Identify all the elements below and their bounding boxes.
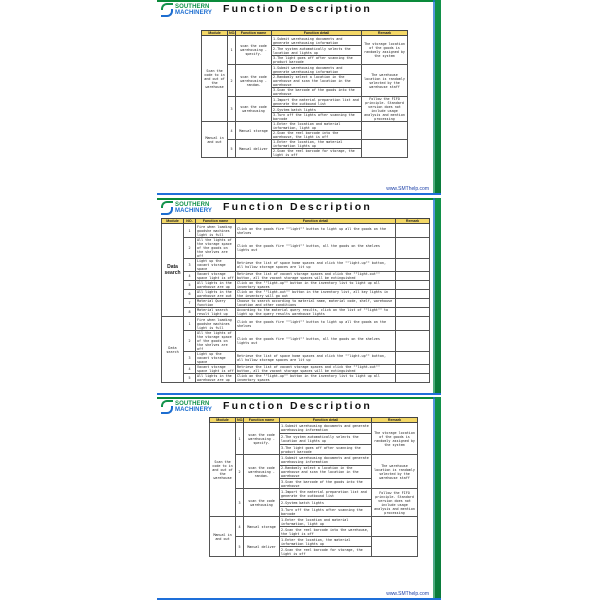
slide-function-description-3 (157, 397, 441, 600)
function-name: Fire when loading goodshe machines light is full (196, 224, 236, 238)
function-detail: 2.Scan the reel barcode for storage, the light is off (280, 547, 372, 557)
remark (372, 537, 418, 557)
function-detail: Click on the ""light-up"" button in the inventory list to light up all inventory spaces (236, 374, 396, 383)
brand-s-icon (161, 400, 173, 414)
function-detail: Click on the goods fire ""light"" button to light up all the goods on the shelves (236, 224, 396, 238)
row-no: 3 (184, 352, 196, 365)
function-name: All lights in the warehouse are up (196, 374, 236, 383)
remark: The storage location of the goods is randomly assigned by the system (362, 36, 408, 65)
function-name: Fire when loading goodshe machines light is full (196, 317, 236, 331)
module-cell: Manual in and out (202, 122, 228, 158)
remark (396, 299, 430, 308)
function-name: All the lights of the storage space of the goods on the shelves are off (196, 238, 236, 259)
row-no: 5 (184, 281, 196, 290)
function-detail: 2.The system automatically selects the location and lights up (272, 46, 362, 56)
function-detail: Retrieve the list of vacant storage spaces and click the ""light-out"" button, all the vacant storage spaces will be extinguished (236, 272, 396, 281)
header-module: Module (162, 219, 184, 224)
function-detail: 1.Submit warehousing documents and generate warehousing information (272, 36, 362, 46)
row-no: 2 (228, 65, 236, 97)
row-no: 3 (236, 489, 244, 517)
row-no: 4 (228, 122, 236, 140)
function-detail: 2.The system automatically selects the location and lights up (280, 434, 372, 445)
decorative-swoosh (431, 397, 441, 600)
function-name: scan the code warehousing (244, 489, 280, 517)
brand-line-1: SOUTHERN (175, 4, 210, 10)
row-no: 1 (236, 423, 244, 455)
remark: The warehouse location is randomly selected by the warehouse staff (372, 455, 418, 489)
remark (372, 517, 418, 537)
module-cell: Scan the code to in and out of the warehouse (202, 36, 228, 122)
function-detail: According to the material query results, click on the list of ""light"" to light up the query results warehouse lights (236, 308, 396, 317)
module-cell: Data search (162, 317, 184, 383)
function-name: Vacant storage space light is off (197, 365, 234, 373)
function-detail: Choose to search according to material name, material code, shelf, warehouse location and other conditions (236, 299, 396, 308)
function-detail: Click on the ""light-up"" button in the inventory list to light up all inventory spaces (236, 281, 396, 290)
southern-machinery-logo (161, 200, 215, 216)
function-name: scan the code warehousing (236, 97, 272, 122)
function-name: Manual storage (244, 517, 280, 537)
brand-line-1: SOUTHERN (175, 401, 210, 407)
function-detail: 1.Submit warehousing documents and generate warehousing information (280, 455, 372, 466)
function-name: All lights in the warehouse are out (196, 290, 236, 299)
remark (396, 308, 430, 317)
function-detail: 3.Scan the barcode of the goods into the warehouse (272, 88, 362, 97)
function-detail: Retrieve the list of vacant storage spaces and click the ""light-out"" button, all the vacant storage spaces will be extinguished (236, 365, 396, 374)
header-no: NO. (237, 418, 244, 422)
data-search-table (161, 218, 430, 383)
function-detail: 1.Import the material preparation list and generate the outbound list (272, 97, 362, 107)
function-detail: 3.The light goes off after scanning the product barcode (272, 56, 362, 65)
function-name: scan the code warehousing -random- (236, 65, 272, 97)
function-detail: 3.Turn off the lights after scanning the barcode (280, 507, 372, 517)
remark (396, 352, 430, 365)
row-no: 1 (184, 317, 196, 331)
function-detail: Click on the ""light-out"" button in the inventory list, all key lights in the inventory will go out (236, 290, 396, 299)
function-name: scan the code warehousing -specify- (236, 36, 272, 65)
function-detail: Retrieve the list of space home spaces and click the ""light-up"" button, all hollow storage spaces are lit up (236, 259, 396, 272)
module-cell: Data search (162, 224, 184, 317)
function-detail: 2.System batch lights (272, 107, 362, 113)
slide-title: Function Description (223, 3, 372, 15)
remark (396, 238, 430, 259)
remark (396, 281, 430, 290)
header-module: Module (202, 31, 228, 36)
function-name: All lights in the warehouse are up (196, 281, 236, 290)
function-name: Light up the vacant storage space (196, 259, 236, 272)
row-no: 4 (184, 365, 196, 374)
function-detail: 3.Turn off the lights after scanning the barcode (272, 113, 362, 122)
southern-machinery-logo (161, 2, 215, 18)
function-name: All the lights of the storage space of the goods on the shelves are off (196, 331, 236, 352)
remark: Follow the FIFO principle. Standard version does not include usage analysis and mention processing (372, 489, 418, 517)
function-detail: 2.Scan the reel barcode into the warehouse, the light is off (272, 131, 362, 140)
row-no: 2 (184, 331, 196, 352)
header-function-name: Function name (196, 219, 236, 224)
brand-line-2: MACHINERY (175, 407, 213, 413)
remark: The warehouse location is randomly selected by the warehouse staff (362, 65, 408, 97)
header-remark: Remark (372, 418, 418, 423)
row-no: 4 (184, 272, 196, 281)
function-detail: Click on the goods fire ""light"" button, all the goods on the shelves lights out (236, 238, 396, 259)
function-detail: Retrieve the list of space home spaces and click the ""light-up"" button, all hollow storage spaces are lit up (236, 352, 396, 365)
brand-s-icon (161, 3, 173, 17)
function-detail: 1.Submit warehousing documents and generate warehousing information (280, 423, 372, 434)
function-detail: 1.Enter the location, the material information lights up (280, 537, 372, 547)
function-name: Manual deliver (244, 537, 280, 557)
header-function-detail: Function detail (236, 219, 396, 224)
row-no: 2 (236, 455, 244, 489)
remark (396, 317, 430, 331)
header-remark: Remark (362, 31, 408, 36)
website-link[interactable]: www.SMThelp.com (386, 591, 429, 597)
function-detail: 1.Enter the location, the material information lights up (272, 140, 362, 149)
brand-line-2: MACHINERY (175, 208, 213, 214)
function-detail: 2.Scan the reel barcode for storage, the light is off (272, 149, 362, 158)
remark (396, 224, 430, 238)
header-function-detail: Function detail (280, 418, 372, 423)
remark (396, 272, 430, 281)
slide-function-description-2 (157, 198, 441, 395)
function-detail: Click on the goods fire ""light"" button, all the goods on the shelves lights out (236, 331, 396, 352)
header-no: NO. (184, 219, 196, 224)
row-no: 3 (184, 259, 196, 272)
remark (396, 365, 430, 374)
row-no: 1 (228, 36, 236, 65)
website-link[interactable]: www.SMThelp.com (386, 186, 429, 192)
remark (396, 259, 430, 272)
function-table (209, 417, 418, 557)
row-no: 5 (236, 537, 244, 557)
header-function-name: Function name (236, 31, 272, 36)
remark: The storage location of the goods is randomly assigned by the system (372, 423, 418, 455)
bottom-stripe (157, 193, 441, 195)
brand-line-1: SOUTHERN (175, 202, 210, 208)
function-detail: 1.Submit warehousing documents and generate warehousing information (272, 65, 362, 75)
function-detail: 2.Randomly select a location in the warehouse and scan the location in the warehouse (280, 466, 372, 479)
module-cell: Manual in and out (210, 517, 236, 557)
function-name: Manual deliver (236, 140, 272, 158)
row-no: 8 (184, 308, 196, 317)
row-no: 1 (184, 224, 196, 238)
function-detail: 2.Scan the reel barcode into the warehouse, the light is off (280, 527, 372, 537)
row-no: 5 (228, 140, 236, 158)
function-detail: 2.System batch lights (280, 500, 372, 507)
slide-title: Function Description (223, 201, 372, 213)
header-remark: Remark (396, 219, 430, 224)
row-no: 2 (184, 238, 196, 259)
function-detail: 2.Randomly select a location in the warehouse and scan the location in the warehouse (272, 75, 362, 88)
function-table (201, 30, 408, 158)
function-detail: 1.Import the material preparation list and generate the outbound list (280, 489, 372, 500)
header-no: NO. (229, 31, 236, 35)
function-name: scan the code warehousing -random- (244, 455, 280, 489)
brand-line-2: MACHINERY (175, 10, 213, 16)
row-no: 5 (184, 374, 196, 383)
brand-s-icon (161, 201, 173, 215)
remark (396, 290, 430, 299)
row-no: 7 (184, 299, 196, 308)
header-module: Module (210, 418, 236, 423)
module-cell: Scan the code to in and out of the warehouse (210, 423, 236, 517)
function-name: Light up the vacant storage space (196, 352, 236, 365)
header-function-detail: Function detail (272, 31, 362, 36)
remark (362, 122, 408, 140)
function-name: Vacant storage space light is off (197, 272, 234, 280)
header-function-name: Function name (244, 418, 280, 423)
remark (396, 331, 430, 352)
bottom-stripe (157, 393, 441, 395)
slide-title: Function Description (223, 400, 372, 412)
function-detail: 1.Enter the location and material information, light up (280, 517, 372, 527)
function-detail: Click on the goods fire ""light"" button to light up all the goods on the shelves (236, 317, 396, 331)
southern-machinery-logo (161, 399, 215, 415)
function-name: Manual storage (236, 122, 272, 140)
slide-function-description-1 (157, 0, 441, 195)
function-detail: 3.Scan the barcode of the goods into the warehouse (280, 479, 372, 489)
function-detail: 3.The light goes off after scanning the product barcode (280, 445, 372, 455)
function-detail: 1.Enter the location and material information, light up (272, 122, 362, 131)
function-name: Material search result light up (196, 308, 236, 317)
row-no: 4 (236, 517, 244, 537)
decorative-swoosh (431, 198, 441, 395)
remark (396, 374, 430, 383)
remark (362, 140, 408, 158)
function-name: scan the code warehousing -specify- (244, 423, 280, 455)
remark: Follow the FIFO principle. Standard version does not include usage analysis and mention processing (362, 97, 408, 122)
function-name: Material Query function (196, 299, 236, 308)
row-no: 3 (228, 97, 236, 122)
decorative-swoosh (431, 0, 441, 195)
row-no: 6 (184, 290, 196, 299)
